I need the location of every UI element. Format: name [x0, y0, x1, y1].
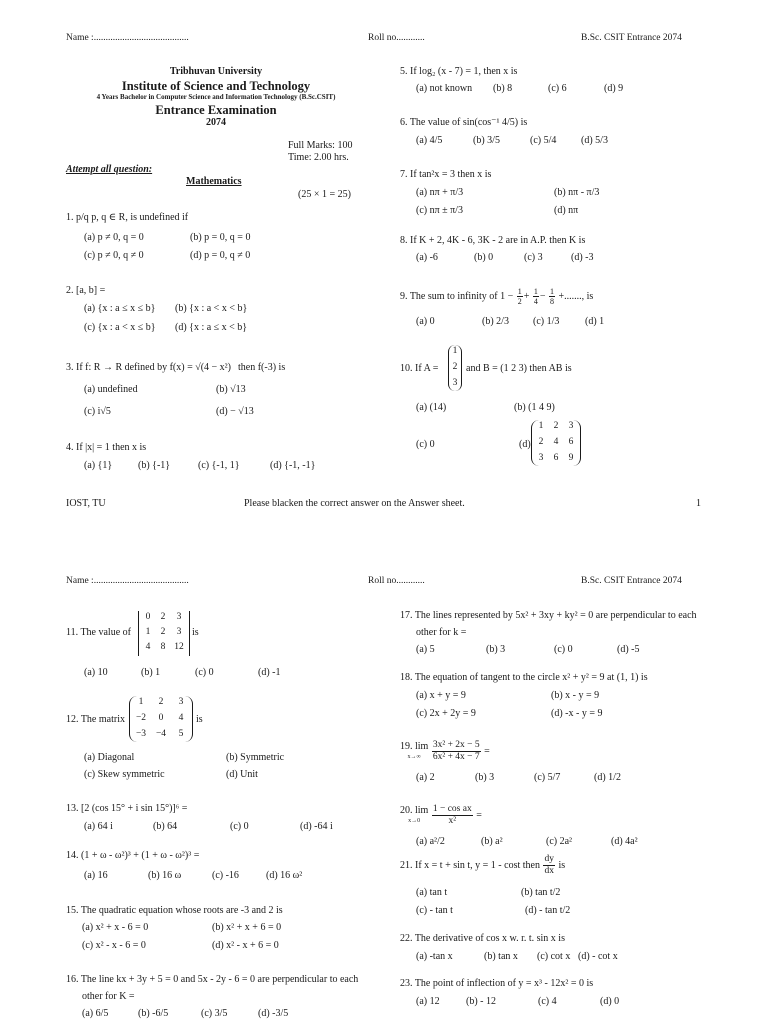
q8-option-b: (b) 0 — [474, 252, 494, 263]
q20-option-d: (d) 4a² — [611, 836, 638, 847]
q16-option-d: (d) -3/5 — [258, 1008, 289, 1019]
q16-option-b: (b) -6/5 — [138, 1008, 169, 1019]
q13-option-d: (d) -64 i — [300, 821, 333, 832]
q10-option-b: (b) (1 4 9) — [514, 402, 555, 413]
question-20 — [400, 802, 482, 830]
q17-option-b: (b) 3 — [486, 644, 506, 655]
question-22: 22. The derivative of cos x w. r. t. sin x is — [400, 933, 565, 944]
q9-option-a: (a) 0 — [416, 316, 435, 327]
q14-option-d: (d) 16 ω² — [266, 870, 303, 881]
q5-option-a: (a) not known — [416, 83, 473, 94]
q15-option-b: (b) x² + x + 6 = 0 — [212, 922, 282, 933]
q19-option-a: (a) 2 — [416, 772, 435, 783]
q10-option-c: (c) 0 — [416, 439, 435, 450]
institute-name: Institute of Science and Technology — [121, 79, 311, 93]
q10-option-d: (d) — [519, 439, 531, 450]
q21-option-a: (a) tan t — [416, 887, 448, 898]
q7-option-c: (c) nπ ± π/3 — [416, 205, 463, 216]
question-9: 9. The sum to infinity of 1 − $\frac{1}{2}$ + $\frac{1}{4}$ − $\frac{1}{8}$ +......., is — [400, 287, 594, 307]
q5-option-b: (b) 8 — [493, 83, 513, 94]
q18-option-d: (d) -x - y = 9 — [551, 708, 603, 719]
question-16: 16. The line kx + 3y + 5 = 0 and 5x - 2y - 6 = 0 are perpendicular to each — [66, 974, 359, 985]
q13-option-a: (a) 64 i — [84, 821, 113, 832]
q21-fraction: $\frac{dy}{dx}$ — [544, 854, 554, 877]
q7-option-d: (d) nπ — [554, 205, 579, 216]
q22-option-a: (a) -tan x — [416, 951, 453, 962]
q10-matrix-d: 1 2 3 2 4 6 3 6 9 — [531, 420, 581, 466]
q20-fraction: $\frac{\text{1 − cos ax}}{\text{x²}}$ — [432, 804, 472, 827]
name-field-2: Name :........................................ — [66, 576, 189, 586]
q12-option-d: (d) Unit — [226, 769, 258, 780]
q23-option-d: (d) 0 — [600, 996, 620, 1007]
question-23: 23. The point of inflection of y = x³ - 12x² = 0 is — [400, 978, 594, 989]
q23-option-a: (a) 12 — [416, 996, 440, 1007]
q19-lim: 19. lim — [400, 740, 429, 752]
question-12: 12. The matrix — [66, 714, 125, 725]
q19-equals: = — [484, 746, 490, 757]
question-6: 6. The value of sin(cos⁻¹ 4/5) is — [400, 117, 528, 128]
q23-option-b: (b) - 12 — [466, 996, 496, 1007]
q4-option-a: (a) {1} — [84, 460, 113, 471]
q12-option-c: (c) Skew symmetric — [84, 769, 165, 780]
question-19 — [400, 738, 490, 766]
q21-option-d: (d) - tan t/2 — [525, 905, 571, 916]
q9-stem: 9. The sum to infinity of 1 − — [400, 291, 514, 302]
q6-option-b: (b) 3/5 — [473, 135, 500, 146]
q11-option-b: (b) 1 — [141, 667, 161, 678]
q4-option-d: (d) {-1, -1} — [270, 460, 316, 471]
exam-label: B.Sc. CSIT Entrance 2074 — [581, 33, 682, 43]
q4-option-c: (c) {-1, 1} — [198, 460, 240, 471]
q18-option-a: (a) x + y = 9 — [416, 690, 466, 701]
q1-option-b: (b) p = 0, q = 0 — [190, 232, 251, 243]
q12-option-a: (a) Diagonal — [84, 752, 135, 763]
q7-option-b: (b) nπ - π/3 — [554, 187, 600, 198]
program-name: 4 Years Bachelor in Computer Science and Information Technology (B.Sc.CSIT) — [96, 93, 336, 101]
q19-option-b: (b) 3 — [475, 772, 495, 783]
question-10-tail: and B = (1 2 3) then AB is — [466, 363, 572, 374]
q7-option-a: (a) nπ + π/3 — [416, 187, 464, 198]
q17-option-c: (c) 0 — [554, 644, 573, 655]
exam-title: Entrance Examination — [155, 103, 277, 117]
exam-year: 2074 — [206, 117, 226, 128]
q5-option-c: (c) 6 — [548, 83, 567, 94]
question-21 — [400, 852, 565, 880]
q20-lim-sub: x→0 — [408, 817, 421, 824]
q18-option-b: (b) x - y = 9 — [551, 690, 600, 701]
question-8: 8. If K + 2, 4K - 6, 3K - 2 are in A.P. then K is — [400, 235, 586, 246]
footer-instruction: Please blacken the correct answer on the Answer sheet. — [244, 498, 465, 509]
instruction: Attempt all question: — [66, 164, 153, 175]
q21-stem: 21. If x = t + sin t, y = 1 - cost then — [400, 860, 540, 871]
q14-option-a: (a) 16 — [84, 870, 108, 881]
question-3: 3. If f: R → R defined by f(x) = √(4 − x²) — [66, 362, 232, 373]
q18-option-c: (c) 2x + 2y = 9 — [416, 708, 476, 719]
q10-option-a: (a) (14) — [416, 402, 447, 413]
q15-option-d: (d) x² - x + 6 = 0 — [212, 940, 279, 951]
q19-fraction: $\frac{\text{3x² + 2x − 5}}{\text{6x² + 4x − 7}}$ — [432, 740, 480, 763]
q9-fraction-2: $\frac{1}{4}$ — [533, 287, 538, 307]
question-5: 5. If log₂ (x - 7) = 1, then x is — [400, 66, 518, 77]
q3-option-c: (c) i√5 — [84, 406, 111, 417]
question-18: 18. The equation of tangent to the circle x² + y² = 9 at (1, 1) is — [400, 672, 648, 683]
q14-option-b: (b) 16 ω — [148, 870, 182, 881]
q20-equals: = — [476, 810, 482, 821]
q16-option-a: (a) 6/5 — [82, 1008, 109, 1019]
q1-option-c: (c) p ≠ 0, q ≠ 0 — [84, 250, 144, 261]
q19-option-c: (c) 5/7 — [534, 772, 561, 783]
q17-option-a: (a) 5 — [416, 644, 435, 655]
q22-option-c: (c) cot x — [537, 951, 571, 962]
exam-label-2: B.Sc. CSIT Entrance 2074 — [581, 576, 682, 586]
q9-option-d: (d) 1 — [585, 316, 605, 327]
footer-left: IOST, TU — [66, 498, 106, 509]
roll-field: Roll no............ — [368, 33, 425, 43]
q6-option-d: (d) 5/3 — [581, 135, 608, 146]
q11-option-d: (d) -1 — [258, 667, 281, 678]
q9-fraction-3: $\frac{1}{8}$ — [550, 287, 555, 307]
page-number: 1 — [696, 498, 701, 509]
q20-option-b: (b) a² — [481, 836, 503, 847]
q3-option-d: (d) − √13 — [216, 406, 254, 417]
name-field: Name :........................................ — [66, 33, 189, 43]
q20-lim: 20. lim — [400, 804, 429, 816]
q9-option-c: (c) 1/3 — [533, 316, 560, 327]
q11-option-c: (c) 0 — [195, 667, 214, 678]
question-16-line2: other for K = — [82, 991, 135, 1002]
q16-option-c: (c) 3/5 — [201, 1008, 228, 1019]
q4-option-b: (b) {-1} — [138, 460, 171, 471]
question-7: 7. If tan²x = 3 then x is — [400, 169, 492, 180]
q8-option-d: (d) -3 — [571, 252, 594, 263]
q1-option-d: (d) p = 0, q ≠ 0 — [190, 250, 251, 261]
q2-option-a: (a) {x : a ≤ x ≤ b} — [84, 303, 156, 314]
q12-matrix: 1 2 3 −2 0 4 −3 −4 5 — [129, 696, 193, 742]
question-17: 17. The lines represented by 5x² + 3xy + ky² = 0 are perpendicular to each — [400, 610, 697, 621]
q23-option-c: (c) 4 — [538, 996, 557, 1007]
q9-fraction-1: $\frac{1}{2}$ — [517, 287, 522, 307]
university-name: Tribhuvan University — [169, 66, 263, 77]
q20-option-c: (c) 2a² — [546, 836, 573, 847]
q15-option-a: (a) x² + x - 6 = 0 — [82, 922, 149, 933]
q13-option-c: (c) 0 — [230, 821, 249, 832]
q8-option-c: (c) 3 — [524, 252, 543, 263]
q10-matrix-a: 1 2 3 — [448, 345, 462, 391]
q2-option-d: (d) {x : a ≤ x < b} — [175, 322, 248, 333]
q5-option-d: (d) 9 — [604, 83, 624, 94]
q14-option-c: (c) -16 — [212, 870, 239, 881]
q22-option-d: (d) - cot x — [578, 951, 618, 962]
question-1: 1. p/q p, q ∈ R, is undefined if — [66, 212, 189, 223]
q3-option-b: (b) √13 — [216, 384, 246, 395]
question-3-tail: then f(-3) is — [238, 362, 286, 373]
section-marks: (25 × 1 = 25) — [298, 189, 351, 200]
q1-option-a: (a) p ≠ 0, q = 0 — [84, 232, 144, 243]
q2-option-b: (b) {x : a < x < b} — [175, 303, 248, 314]
q11-matrix: 0 2 3 1 2 3 4 8 12 — [138, 611, 190, 656]
q21-option-b: (b) tan t/2 — [521, 887, 561, 898]
q15-option-c: (c) x² - x - 6 = 0 — [82, 940, 146, 951]
question-13: 13. [2 (cos 15° + i sin 15°)]⁶ = — [66, 803, 188, 814]
question-15: 15. The quadratic equation whose roots are -3 and 2 is — [66, 905, 283, 916]
q2-option-c: (c) {x : a < x ≤ b} — [84, 322, 156, 333]
question-12-tail: is — [196, 714, 203, 725]
q21-tail: is — [558, 860, 566, 871]
q17-option-d: (d) -5 — [617, 644, 640, 655]
roll-field-2: Roll no............ — [368, 576, 425, 586]
q12-option-b: (b) Symmetric — [226, 752, 285, 763]
question-11-tail: is — [192, 627, 199, 638]
q8-option-a: (a) -6 — [416, 252, 438, 263]
question-17-line2: other for k = — [416, 627, 467, 638]
q6-option-c: (c) 5/4 — [530, 135, 557, 146]
question-2: 2. [a, b] = — [66, 285, 106, 296]
question-10: 10. If A = — [400, 363, 439, 374]
q19-option-d: (d) 1/2 — [594, 772, 621, 783]
q3-option-a: (a) undefined — [84, 384, 138, 395]
q13-option-b: (b) 64 — [153, 821, 178, 832]
full-marks: Full Marks: 100 — [288, 140, 353, 151]
subject-heading: Mathematics — [186, 176, 242, 187]
q21-option-c: (c) - tan t — [416, 905, 453, 916]
q11-option-a: (a) 10 — [84, 667, 108, 678]
q9-option-b: (b) 2/3 — [482, 316, 509, 327]
time-allowed: Time: 2.00 hrs. — [288, 152, 349, 163]
q19-lim-sub: x→∞ — [407, 753, 421, 760]
q9-stem-tail: +......., is — [558, 291, 594, 302]
question-11: 11. The value of — [66, 627, 131, 638]
q20-option-a: (a) a²/2 — [416, 836, 445, 847]
question-14: 14. (1 + ω - ω²)³ + (1 + ω - ω²)³ = — [66, 850, 200, 861]
q22-option-b: (b) tan x — [484, 951, 518, 962]
q6-option-a: (a) 4/5 — [416, 135, 443, 146]
question-4: 4. If |x| = 1 then x is — [66, 442, 147, 453]
